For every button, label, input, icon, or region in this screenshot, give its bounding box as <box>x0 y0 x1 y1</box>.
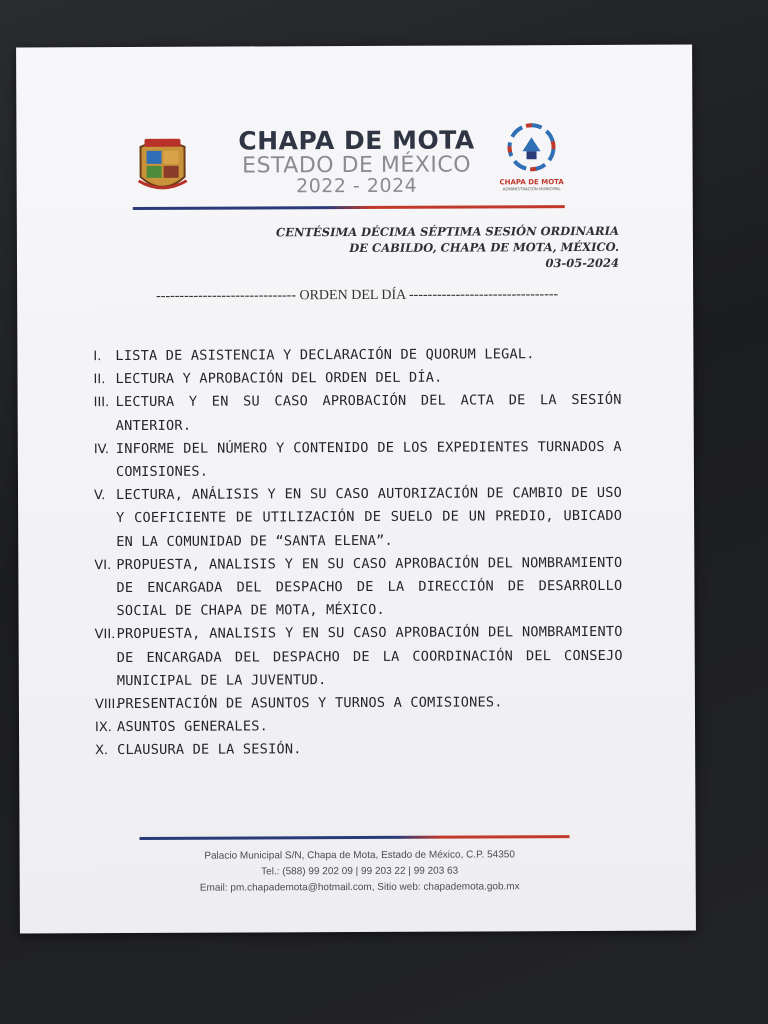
agenda-item <box>95 737 623 763</box>
agenda-item-text: LECTURA Y EN SU CASO APROBACIÓN DEL ACTA DE LA SESIÓN ANTERIOR. <box>115 392 622 434</box>
header-title-block <box>216 125 496 197</box>
agenda-heading: ------------------------------ ORDEN DEL DÍA -------------------------------- <box>156 287 559 304</box>
agenda-list <box>93 343 623 763</box>
agenda-item-text: LECTURA Y APROBACIÓN DEL ORDEN DEL DÍA. <box>115 369 443 388</box>
agenda-item-text: INFORME DEL NÚMERO Y CONTENIDO DE LOS EXPEDIENTES TURNADOS A COMISIONES. <box>115 438 622 481</box>
agenda-item-number: II. <box>93 372 106 388</box>
agenda-item <box>94 389 622 438</box>
document-page <box>16 45 696 934</box>
agenda-item-number: X. <box>95 743 109 759</box>
agenda-item-number: VIII. <box>94 697 120 713</box>
footer <box>160 847 560 897</box>
agenda-item-text: CLAUSURA DE LA SESIÓN. <box>117 741 302 759</box>
agenda-item-number: I. <box>93 349 102 365</box>
agenda-item <box>93 366 621 392</box>
logo-emblem-icon <box>502 121 560 173</box>
logo-subtitle: ADMINISTRACIÓN MUNICIPAL <box>502 186 561 192</box>
municipality-name: CHAPA DE MOTA <box>238 125 475 156</box>
header-divider <box>133 205 565 210</box>
footer-contact: Email: pm.chapademota@hotmail.com, Sitio web: chapademota.gob.mx <box>199 881 520 894</box>
agenda-item-text: PROPUESTA, ANALISIS Y EN SU CASO APROBACIÓN DEL NOMBRAMIENTO DE ENCARGADA DEL DESPACHO DE LA DIRECCIÓN DE DESARROLLO SOCIAL DE CHAPA DE MOTA, MÉXICO. <box>116 554 623 620</box>
session-date: 03-05-2024 <box>545 255 620 271</box>
state-name: ESTADO DE MÉXICO <box>242 152 472 179</box>
agenda-item-number: IV. <box>93 441 110 457</box>
administration-period: 2022 - 2024 <box>296 174 418 198</box>
agenda-item-number: V. <box>93 488 106 504</box>
agenda-item-text: LISTA DE ASISTENCIA Y DECLARACIÓN DE QUORUM LEGAL. <box>115 346 535 365</box>
footer-divider <box>140 835 570 840</box>
agenda-item <box>94 482 622 554</box>
agenda-item <box>94 436 622 485</box>
agenda-item-text: ASUNTOS GENERALES. <box>117 718 268 736</box>
administration-logo <box>496 121 566 201</box>
agenda-item <box>95 691 623 717</box>
session-title-line2: DE CABILDO, CHAPA DE MOTA, MÉXICO. <box>349 239 619 256</box>
agenda-item-text: PROPUESTA, ANALISIS Y EN SU CASO APROBACIÓN DEL NOMBRAMIENTO DE ENCARGADA DEL DESPACHO DE LA COORDINACIÓN DEL CONSEJO MUNICIPAL DE LA JUVENTUD. <box>116 624 623 689</box>
agenda-item <box>95 621 623 693</box>
agenda-item <box>94 552 622 624</box>
agenda-item-text: PRESENTACIÓN DE ASUNTOS Y TURNOS A COMISIONES. <box>116 694 503 713</box>
agenda-item <box>93 343 621 369</box>
agenda-item-number: VI. <box>94 557 112 573</box>
agenda-item-number: VII. <box>94 627 116 643</box>
agenda-item-number: III. <box>93 395 110 411</box>
agenda-item-text: LECTURA, ANÁLISIS Y EN SU CASO AUTORIZACIÓN DE CAMBIO DE USO Y COEFICIENTE DE UTILIZACIÓN DE SUELO DE UN PREDIO, UBICADO EN LA COMUNIDAD DE “SANTA ELENA”. <box>115 485 623 550</box>
session-heading <box>276 223 619 272</box>
agenda-item-number: IX. <box>95 720 112 736</box>
municipal-coat-of-arms <box>134 133 190 199</box>
logo-label: CHAPA DE MOTA <box>499 178 564 187</box>
agenda-item <box>95 714 623 740</box>
footer-phone: Tel.: (588) 99 202 09 | 99 203 22 | 99 203 63 <box>261 865 459 878</box>
session-title-line1: CENTÉSIMA DÉCIMA SÉPTIMA SESIÓN ORDINARIA <box>276 223 619 240</box>
footer-address: Palacio Municipal S/N, Chapa de Mota, Estado de México, C.P. 54350 <box>204 849 515 862</box>
